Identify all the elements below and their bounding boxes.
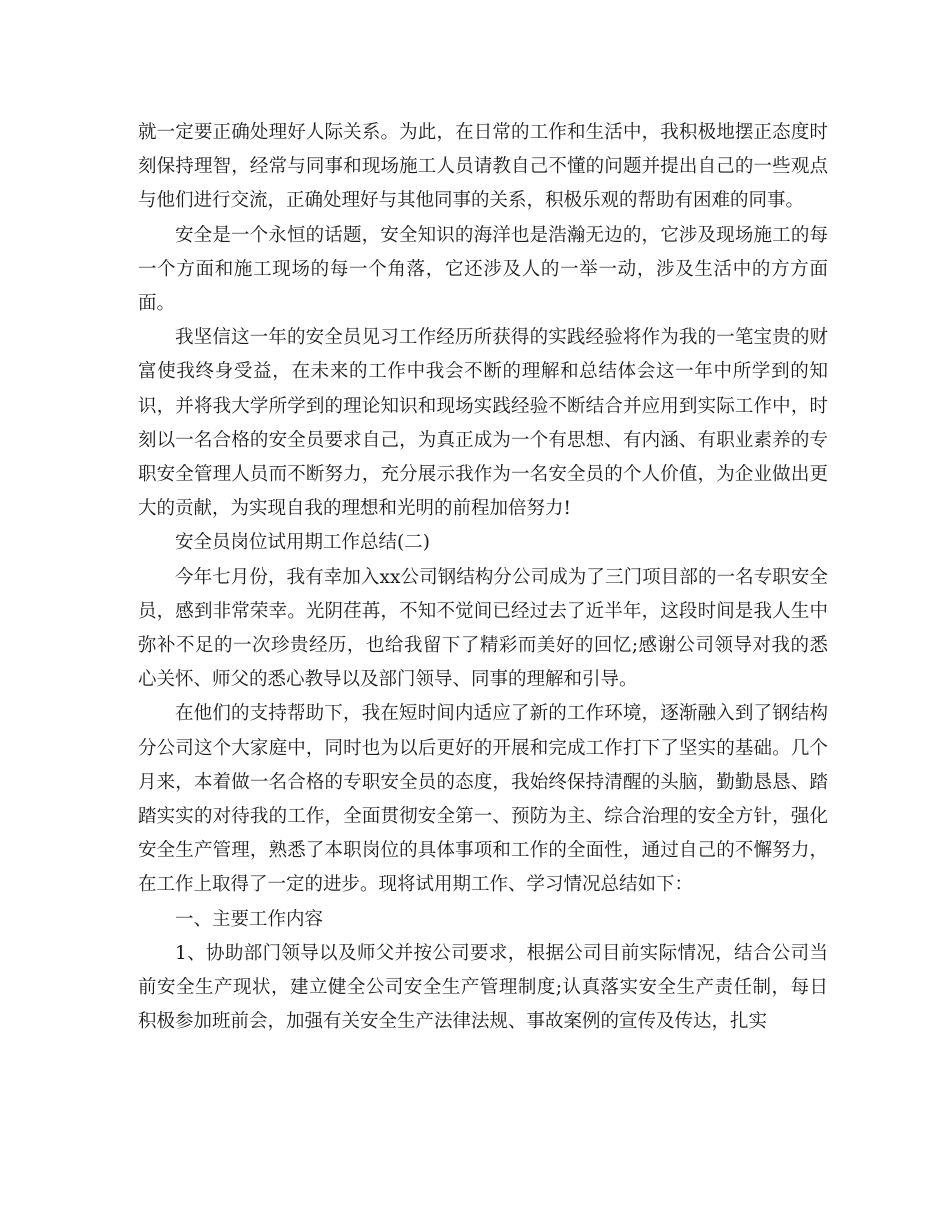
paragraph-continued: 就一定要正确处理好人际关系。为此，在日常的工作和生活中，我积极地摆正态度时刻保持理智，经常与同事和现场施工人员请教自己不懂的问题并提出自己的一些观点与他们进行交流，正确处理好与其他同事的关系，积极乐观的帮助有困难的同事。 xyxy=(138,122,828,212)
paragraph-joining: 今年七月份，我有幸加入xx公司钢结构分公司成为了三门项目部的一名专职安全员，感到非常荣幸。光阴荏苒，不知不觉间已经过去了近半年，这段时间是我人生中弥补不足的一次珍贵经历，也给我留下了精彩而美好的回忆;感谢公司领导对我的悉心关怀、师父的悉心教导以及部门领导、同事的理解和引导。 xyxy=(138,566,828,691)
paragraph-safety-topic: 安全是一个永恒的话题，安全知识的海洋也是浩瀚无边的，它涉及现场施工的每一个方面和施工现场的每一个角落，它还涉及人的一举一动，涉及生活中的方方面面。 xyxy=(138,224,828,315)
subsection-heading: 一、主要工作内容 xyxy=(175,908,324,930)
document-body xyxy=(138,116,828,1039)
section-title: 安全员岗位试用期工作总结(二) xyxy=(175,532,430,554)
paragraph-conviction: 我坚信这一年的安全员见习工作经历所获得的实践经验将作为我的一笔宝贵的财富使我终身受益，在未来的工作中我会不断的理解和总结体会这一年中所学到的知识，并将我大学所学到的理论知识和现场实践经验不断结合并应用到实际工作中，时刻以一名合格的安全员要求自己，为真正成为一个有思想、有内涵、有职业素养的专职安全管理人员而不断努力，充分展示我作为一名安全员的个人价值，为企业做出更大的贡献，为实现自我的理想和光明的前程加倍努力! xyxy=(138,327,828,520)
paragraph-item-1: 1、协助部门领导以及师父并按公司要求，根据公司目前实际情况，结合公司当前安全生产现状，建立健全公司安全生产管理制度;认真落实安全生产责任制，每日积极参加班前会，加强有关安全生产法律法规、事故案例的宣传及传达，扎实 xyxy=(138,942,828,1033)
paragraph-support: 在他们的支持帮助下，我在短时间内适应了新的工作环境，逐渐融入到了钢结构分公司这个大家庭中，同时也为以后更好的开展和完成工作打下了坚实的基础。几个月来，本着做一名合格的专职安全员的态度，我始终保持清醒的头脑，勤勤恳恳、踏踏实实的对待我的工作，全面贯彻安全第一、预防为主、综合治理的安全方针，强化安全生产管理，熟悉了本职岗位的具体事项和工作的全面性，通过自己的不懈努力，在工作上取得了一定的进步。现将试用期工作、学习情况总结如下： xyxy=(138,703,828,896)
